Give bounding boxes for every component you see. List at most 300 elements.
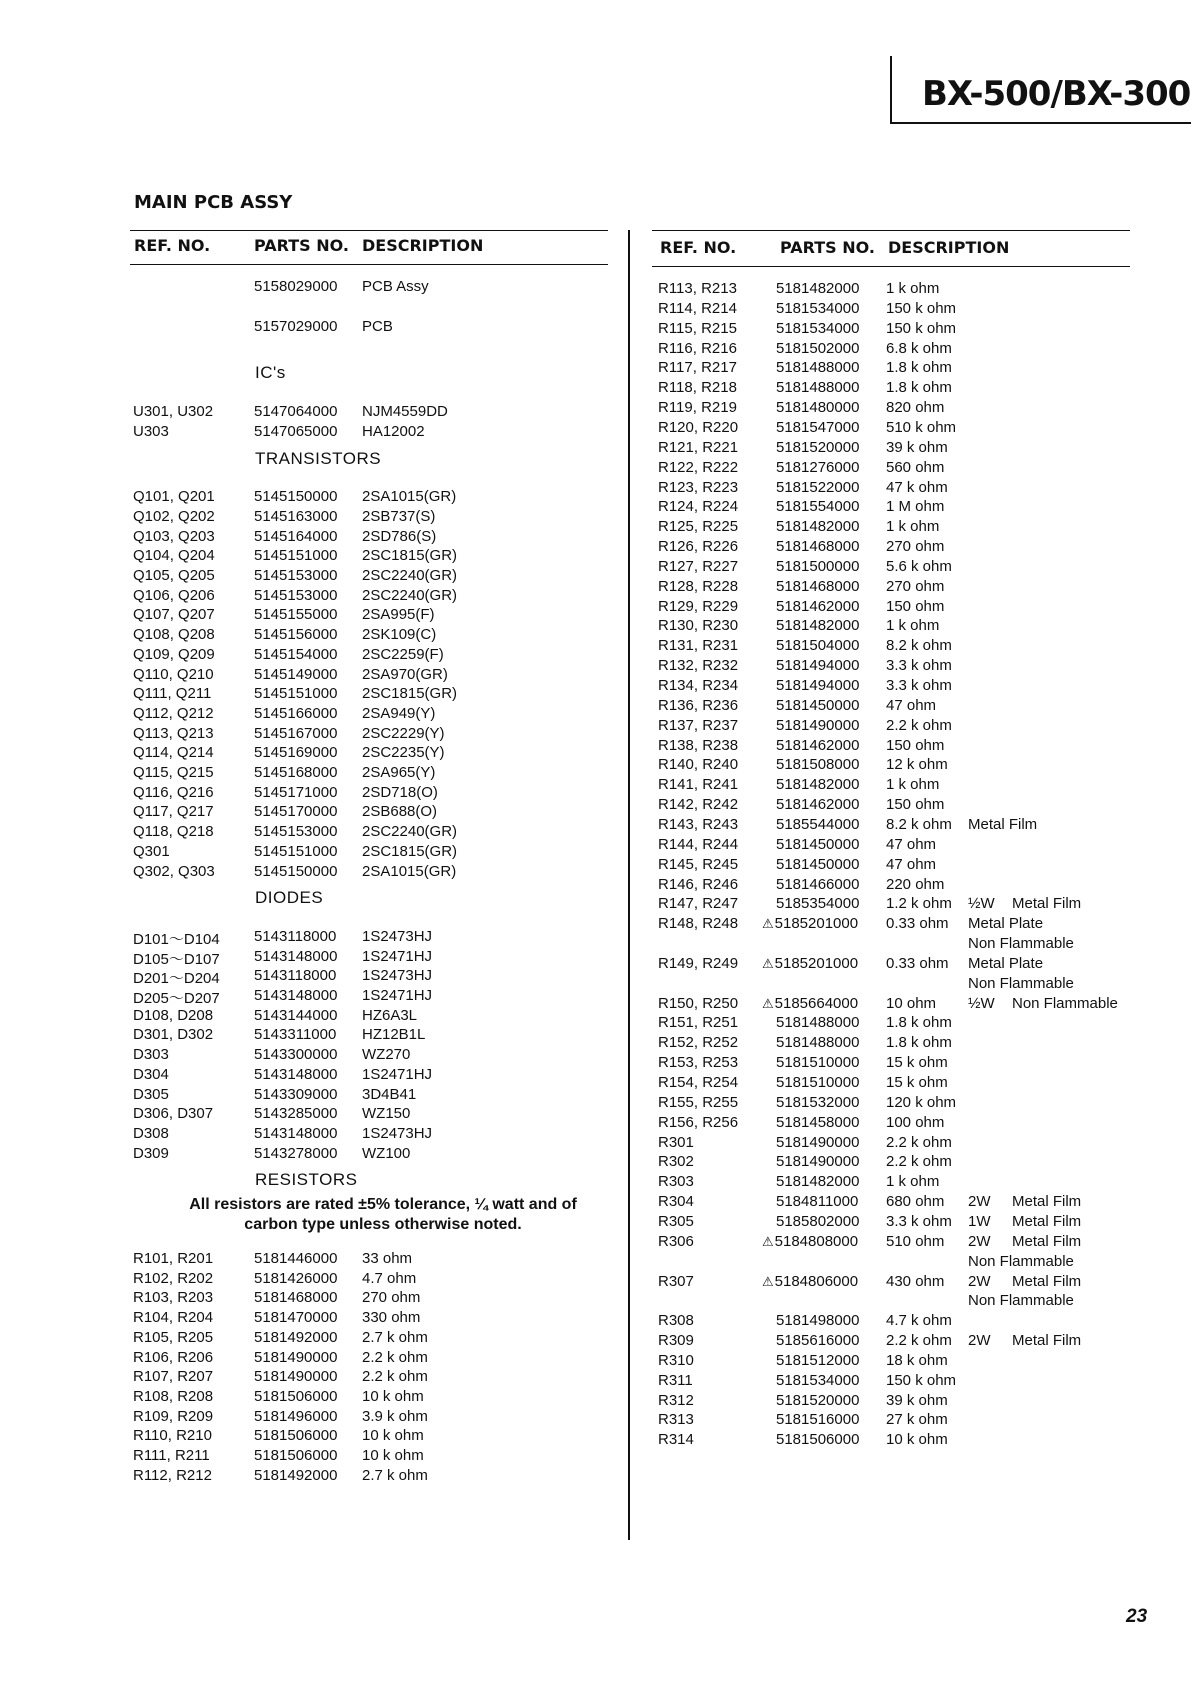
parts-no: ⚠5184808000	[762, 1232, 859, 1250]
parts-no: 5147064000	[254, 403, 338, 421]
parts-no: 5181508000	[776, 756, 860, 774]
value: 120 k ohm	[886, 1093, 957, 1111]
right-header-top-rule	[652, 230, 1130, 231]
value: 1 k ohm	[886, 617, 940, 635]
description: HZ12B1L	[362, 1026, 426, 1044]
parts-no: 5143118000	[254, 927, 337, 945]
description: 3D4B41	[362, 1085, 417, 1103]
parts-no: 5181506000	[254, 1387, 338, 1405]
value: 47 ohm	[886, 855, 937, 873]
ref-no: R141, R241	[658, 776, 739, 794]
parts-no: 5143148000	[254, 947, 338, 965]
parts-no: 5181506000	[776, 1431, 860, 1449]
parts-no: 5145163000	[254, 507, 338, 525]
ref-no: Q108, Q208	[133, 626, 215, 644]
warning-icon: ⚠	[762, 955, 774, 971]
type-note: Metal Film	[968, 815, 1038, 833]
parts-no: 5181468000	[776, 538, 860, 556]
ref-no: R127, R227	[658, 557, 739, 575]
ref-no: R138, R238	[658, 736, 739, 754]
type-note: Metal Plate	[968, 954, 1044, 972]
description: HZ6A3L	[362, 1006, 418, 1024]
ref-no: R303	[658, 1173, 694, 1191]
category-heading: RESISTORS	[255, 1170, 358, 1190]
ref-no: R134, R234	[658, 677, 739, 694]
parts-no: 5181502000	[776, 339, 860, 357]
ref-no: R137, R237	[658, 716, 739, 734]
ref-no: R156, R256	[658, 1113, 739, 1131]
parts-no: 5143148000	[254, 1124, 338, 1142]
description: 1S2473HJ	[362, 927, 433, 945]
ref-no: Q115, Q215	[133, 764, 214, 781]
description: WZ150	[362, 1105, 411, 1123]
description: 2SC2235(Y)	[362, 744, 445, 762]
wattage: ½W	[968, 895, 995, 913]
ref-no: R119, R219	[658, 399, 737, 417]
ref-no: R314	[658, 1431, 694, 1449]
left-header-bottom-rule	[130, 264, 608, 265]
parts-no: 5181510000	[776, 1054, 860, 1072]
left-col-ref-header: REF. NO.	[134, 236, 211, 255]
value: 270 ohm	[886, 577, 945, 595]
parts-no: 5181492000	[254, 1328, 338, 1346]
value: 510 ohm	[886, 1232, 945, 1250]
category-heading: TRANSISTORS	[255, 448, 382, 468]
parts-no: 5181490000	[254, 1368, 338, 1386]
ref-no: R103, R203	[133, 1289, 214, 1307]
description: NJM4559DD	[362, 403, 448, 421]
parts-no: 5145166000	[254, 704, 338, 722]
ref-no: D108, D208	[133, 1006, 214, 1024]
column-divider	[628, 230, 630, 1540]
wattage: 1W	[968, 1212, 991, 1230]
ref-no: D205～D207	[133, 990, 220, 1007]
parts-no: 5143278000	[254, 1144, 338, 1162]
ref-no: R122, R222	[658, 458, 739, 476]
ref-no: R144, R244	[658, 835, 739, 853]
description: 2SC1815(GR)	[362, 842, 458, 860]
parts-no: 5181506000	[254, 1427, 338, 1445]
ref-no: R129, R229	[658, 597, 739, 615]
value: 4.7 k ohm	[886, 1312, 952, 1330]
type-note: Metal Film	[1012, 1212, 1082, 1230]
ref-no: R306	[658, 1232, 694, 1250]
parts-no: 5145151000	[254, 685, 338, 703]
value: 1.8 k ohm	[886, 1014, 952, 1032]
parts-no: 5181510000	[776, 1074, 860, 1091]
type-note: Non Flammable	[968, 1292, 1074, 1310]
parts-no: 5181490000	[776, 1133, 860, 1151]
parts-no: 5181468000	[254, 1289, 338, 1307]
parts-no: 5145170000	[254, 803, 338, 821]
value: 150 k ohm	[886, 1371, 957, 1389]
description: 2SC2259(F)	[362, 645, 444, 663]
description: 2SB737(S)	[362, 507, 436, 525]
description: 2SB688(O)	[362, 803, 438, 821]
value: 2.2 k ohm	[886, 1153, 952, 1171]
parts-no: 5181450000	[776, 696, 860, 714]
type-note: Metal Film	[1012, 1232, 1082, 1250]
ref-no: R107, R207	[133, 1368, 214, 1386]
resistor-note-line: carbon type unless otherwise noted.	[244, 1216, 522, 1233]
ref-no: R140, R240	[658, 756, 739, 774]
value: 560 ohm	[886, 458, 945, 476]
parts-no: 5143311000	[254, 1026, 337, 1044]
ref-no: Q112, Q212	[133, 704, 214, 722]
ref-no: R116, R216	[658, 339, 737, 357]
ref-no: R310	[658, 1351, 694, 1369]
ref-no: D304	[133, 1065, 169, 1083]
parts-no: 5181516000	[776, 1411, 860, 1429]
ref-no: R120, R220	[658, 418, 739, 436]
parts-no: 5181450000	[776, 855, 860, 873]
description: 2.2 k ohm	[362, 1348, 428, 1366]
description: 1S2473HJ	[362, 1124, 433, 1142]
description: 10 k ohm	[362, 1427, 424, 1445]
parts-no: 5157029000	[254, 317, 338, 335]
parts-no: 5145151000	[254, 547, 338, 565]
parts-no: 5181482000	[776, 518, 860, 536]
parts-no: 5145155000	[254, 606, 338, 624]
ref-no: R301	[658, 1133, 694, 1151]
parts-no: 5145153000	[254, 823, 338, 841]
parts-no: ⚠5185664000	[762, 994, 859, 1012]
description: WZ100	[362, 1144, 411, 1162]
parts-no: 5181480000	[776, 399, 860, 417]
value: 820 ohm	[886, 399, 945, 417]
description: 2SC1815(GR)	[362, 685, 458, 703]
value: 150 ohm	[886, 597, 945, 615]
parts-no: 5181554000	[776, 498, 860, 516]
description: 2SC2240(GR)	[362, 823, 458, 841]
parts-no: 5158029000	[254, 278, 338, 295]
description: 2.7 k ohm	[362, 1466, 428, 1484]
warning-icon: ⚠	[762, 916, 774, 932]
value: 18 k ohm	[886, 1351, 948, 1369]
ref-no: R132, R232	[658, 657, 739, 675]
type-note: Metal Plate	[968, 915, 1044, 933]
type-note: Non Flammable	[968, 974, 1074, 992]
value: 6.8 k ohm	[886, 339, 952, 357]
value: 47 k ohm	[886, 478, 948, 496]
parts-no: 5181534000	[776, 1371, 860, 1389]
ref-no: R149, R249	[658, 954, 739, 972]
ref-no: R115, R215	[658, 319, 737, 337]
value: 39 k ohm	[886, 1391, 948, 1409]
description: 2SD786(S)	[362, 527, 437, 545]
ref-no: R125, R225	[658, 518, 739, 536]
parts-no: 5145150000	[254, 862, 338, 880]
parts-no: 5145154000	[254, 645, 338, 663]
category-heading: IC's	[255, 363, 286, 383]
value: 270 ohm	[886, 538, 945, 556]
ref-no: R307	[658, 1272, 694, 1290]
description: 2SD718(O)	[362, 783, 438, 801]
description: WZ270	[362, 1046, 411, 1064]
value: 0.33 ohm	[886, 954, 949, 972]
type-note: Metal Film	[1012, 1193, 1082, 1211]
ref-no: Q111, Q211	[133, 685, 212, 703]
value: 2.2 k ohm	[886, 1133, 952, 1151]
description: 2SA1015(GR)	[362, 488, 457, 506]
ref-no: D305	[133, 1085, 169, 1103]
ref-no: Q117, Q217	[133, 803, 214, 821]
parts-no: 5181458000	[776, 1113, 860, 1131]
ref-no: D303	[133, 1046, 169, 1064]
ref-no: R128, R228	[658, 577, 739, 595]
description: 2SA970(GR)	[362, 665, 448, 683]
ref-no: R111, R211	[133, 1447, 210, 1464]
description: 2SK109(C)	[362, 626, 437, 644]
value: 10 ohm	[886, 994, 937, 1012]
type-note: Metal Film	[1012, 895, 1082, 913]
parts-no: 5181500000	[776, 557, 860, 575]
description: 2SA949(Y)	[362, 704, 436, 722]
value: 1.2 k ohm	[886, 895, 952, 913]
ref-no: R311	[658, 1371, 693, 1389]
right-col-parts-header: PARTS NO.	[780, 238, 875, 257]
parts-no: 5145156000	[254, 626, 338, 644]
value: 0.33 ohm	[886, 915, 949, 933]
ref-no: Q113, Q213	[133, 724, 214, 742]
description: 2SC1815(GR)	[362, 547, 458, 565]
parts-no: 5181470000	[254, 1309, 338, 1327]
ref-no: R313	[658, 1411, 694, 1429]
ref-no: R147, R247	[658, 895, 739, 913]
value: 220 ohm	[886, 875, 945, 893]
description: 10 k ohm	[362, 1447, 424, 1464]
parts-no: 5181488000	[776, 1034, 860, 1052]
parts-no: 5181496000	[254, 1407, 338, 1425]
parts-no: ⚠5184806000	[762, 1272, 859, 1290]
value: 1.8 k ohm	[886, 1034, 952, 1052]
parts-no: 5181532000	[776, 1093, 860, 1111]
parts-no: 5181520000	[776, 438, 860, 456]
description: 2SA1015(GR)	[362, 862, 457, 880]
type-note: Non Flammable	[1012, 994, 1118, 1012]
parts-no: 5181462000	[776, 796, 860, 814]
parts-no: 5181490000	[254, 1348, 338, 1366]
ref-no: R305	[658, 1212, 694, 1230]
description: 2.2 k ohm	[362, 1368, 428, 1386]
page-number: 23	[1126, 1606, 1148, 1627]
description: 2SC2240(GR)	[362, 567, 458, 584]
value: 10 k ohm	[886, 1431, 948, 1449]
parts-no: 5145168000	[254, 764, 338, 781]
value: 150 k ohm	[886, 319, 957, 337]
parts-no: 5181512000	[776, 1351, 860, 1369]
parts-no: 5181494000	[776, 657, 860, 675]
parts-no: 5181498000	[776, 1312, 860, 1330]
parts-no: 5184811000	[776, 1193, 859, 1211]
ref-no: Q103, Q203	[133, 527, 215, 545]
value: 1.8 k ohm	[886, 379, 952, 397]
type-note: Non Flammable	[968, 935, 1074, 953]
description: 2SC2240(GR)	[362, 586, 458, 604]
ref-no: R104, R204	[133, 1309, 214, 1327]
parts-no: 5181450000	[776, 835, 860, 853]
parts-no: 5181276000	[776, 458, 860, 476]
ref-no: Q302, Q303	[133, 862, 215, 880]
ref-no: R108, R208	[133, 1387, 214, 1405]
description: PCB	[362, 317, 393, 335]
ref-no: R146, R246	[658, 875, 739, 893]
ref-no: R121, R221	[658, 438, 739, 456]
value: 39 k ohm	[886, 438, 948, 456]
ref-no: R308	[658, 1312, 694, 1330]
parts-no: 5181482000	[776, 1173, 860, 1191]
category-heading: DIODES	[255, 888, 324, 908]
ref-no: R152, R252	[658, 1034, 739, 1052]
parts-no: ⚠5185201000	[762, 954, 859, 972]
ref-no: Q101, Q201	[133, 488, 215, 506]
parts-no: 5181490000	[776, 716, 860, 734]
wattage: ½W	[968, 994, 995, 1012]
parts-no: 5185802000	[776, 1212, 860, 1230]
parts-no: 5185544000	[776, 815, 860, 833]
description: 270 ohm	[362, 1289, 421, 1307]
ref-no: R302	[658, 1153, 694, 1171]
parts-no: 5143148000	[254, 1065, 338, 1083]
parts-no: 5145171000	[254, 783, 338, 801]
parts-no: 5145164000	[254, 527, 338, 545]
parts-no: 5145169000	[254, 744, 338, 762]
description: 1S2473HJ	[362, 967, 433, 985]
parts-no: 5181488000	[776, 1014, 860, 1032]
ref-no: Q109, Q209	[133, 645, 215, 663]
value: 1 M ohm	[886, 498, 945, 516]
parts-no: 5181468000	[776, 577, 860, 595]
value: 27 k ohm	[886, 1411, 948, 1429]
description: PCB Assy	[362, 278, 429, 295]
ref-no: R153, R253	[658, 1054, 739, 1072]
ref-no: R130, R230	[658, 617, 739, 635]
ref-no: R123, R223	[658, 478, 739, 496]
ref-no: Q106, Q206	[133, 586, 215, 604]
value: 8.2 k ohm	[886, 637, 952, 655]
parts-no: 5181504000	[776, 637, 860, 655]
value: 430 ohm	[886, 1272, 945, 1290]
value: 15 k ohm	[886, 1074, 948, 1091]
parts-no: 5143309000	[254, 1085, 338, 1103]
parts-no: 5181494000	[776, 677, 860, 694]
value: 1 k ohm	[886, 1173, 940, 1191]
ref-no: R150, R250	[658, 994, 739, 1012]
wattage: 2W	[968, 1232, 991, 1250]
ref-no: R136, R236	[658, 696, 739, 714]
parts-no: 5143300000	[254, 1046, 338, 1064]
left-col-parts-header: PARTS NO.	[254, 236, 349, 255]
wattage: 2W	[968, 1332, 991, 1350]
description: 3.9 k ohm	[362, 1407, 428, 1425]
value: 47 ohm	[886, 835, 937, 853]
warning-icon: ⚠	[762, 1273, 774, 1289]
type-note: Metal Film	[1012, 1272, 1082, 1290]
value: 2.2 k ohm	[886, 716, 952, 734]
ref-no: R151, R251	[658, 1014, 739, 1032]
ref-no: Q107, Q207	[133, 606, 215, 624]
description: 1S2471HJ	[362, 987, 433, 1004]
value: 1 k ohm	[886, 776, 940, 794]
parts-no: 5145153000	[254, 567, 338, 584]
ref-no: R105, R205	[133, 1328, 214, 1346]
ref-no: R109, R209	[133, 1407, 214, 1425]
parts-no: 5145150000	[254, 488, 338, 506]
ref-no: R101, R201	[133, 1250, 214, 1267]
parts-no: 5181466000	[776, 875, 860, 893]
ref-no: R106, R206	[133, 1348, 214, 1366]
section-title: MAIN PCB ASSY	[134, 192, 293, 213]
ref-no: Q110, Q210	[133, 665, 214, 683]
ref-no: Q116, Q216	[133, 783, 214, 801]
parts-no: 5181462000	[776, 597, 860, 615]
parts-no: 5181488000	[776, 379, 860, 397]
left-col-desc-header: DESCRIPTION	[362, 236, 484, 255]
value: 150 ohm	[886, 796, 945, 814]
ref-no: R102, R202	[133, 1269, 214, 1287]
right-col-desc-header: DESCRIPTION	[888, 238, 1010, 257]
ref-no: D301, D302	[133, 1026, 214, 1044]
value: 1 k ohm	[886, 280, 940, 297]
ref-no: R110, R210	[133, 1427, 212, 1445]
ref-no: R112, R212	[133, 1466, 212, 1484]
parts-no: 5145167000	[254, 724, 338, 742]
parts-no: 5147065000	[254, 422, 338, 440]
description: 330 ohm	[362, 1309, 421, 1327]
parts-no: 5181482000	[776, 280, 860, 297]
value: 8.2 k ohm	[886, 815, 952, 833]
ref-no: D105～D107	[133, 950, 220, 968]
description: 2SC2229(Y)	[362, 724, 445, 742]
value: 510 k ohm	[886, 418, 957, 436]
parts-no: 5181490000	[776, 1153, 860, 1171]
description: 1S2471HJ	[362, 947, 433, 965]
ref-no: R142, R242	[658, 796, 739, 814]
ref-no: R148, R248	[658, 915, 739, 933]
warning-icon: ⚠	[762, 1233, 774, 1249]
ref-no: R155, R255	[658, 1093, 739, 1111]
parts-no: 5143285000	[254, 1105, 338, 1123]
ref-no: U303	[133, 422, 169, 440]
value: 1.8 k ohm	[886, 359, 952, 377]
wattage: 2W	[968, 1272, 991, 1290]
description: 2SA995(F)	[362, 606, 435, 624]
description: HA12002	[362, 422, 425, 440]
parts-no: 5181522000	[776, 478, 860, 496]
ref-no: R309	[658, 1332, 694, 1350]
ref-no: R143, R243	[658, 815, 739, 833]
right-col-ref-header: REF. NO.	[660, 238, 737, 257]
parts-no: 5143144000	[254, 1006, 338, 1024]
left-header-top-rule	[130, 230, 608, 231]
ref-no: Q105, Q205	[133, 567, 215, 584]
ref-no: R117, R217	[658, 359, 737, 377]
resistor-note-line: All resistors are rated ±5% tolerance, ¼ watt and of	[189, 1196, 577, 1213]
ref-no: Q102, Q202	[133, 507, 215, 525]
ref-no: Q301	[133, 842, 170, 860]
parts-no: 5185354000	[776, 895, 860, 913]
value: 150 k ohm	[886, 299, 957, 317]
value: 150 ohm	[886, 736, 945, 754]
ref-no: R131, R231	[658, 637, 739, 655]
ref-no: Q114, Q214	[133, 744, 214, 762]
parts-no: 5181534000	[776, 319, 860, 337]
parts-no: 5181492000	[254, 1466, 338, 1484]
parts-no: 5181446000	[254, 1250, 338, 1267]
ref-no: R113, R213	[658, 280, 737, 297]
value: 3.3 k ohm	[886, 657, 952, 675]
value: 3.3 k ohm	[886, 677, 952, 694]
